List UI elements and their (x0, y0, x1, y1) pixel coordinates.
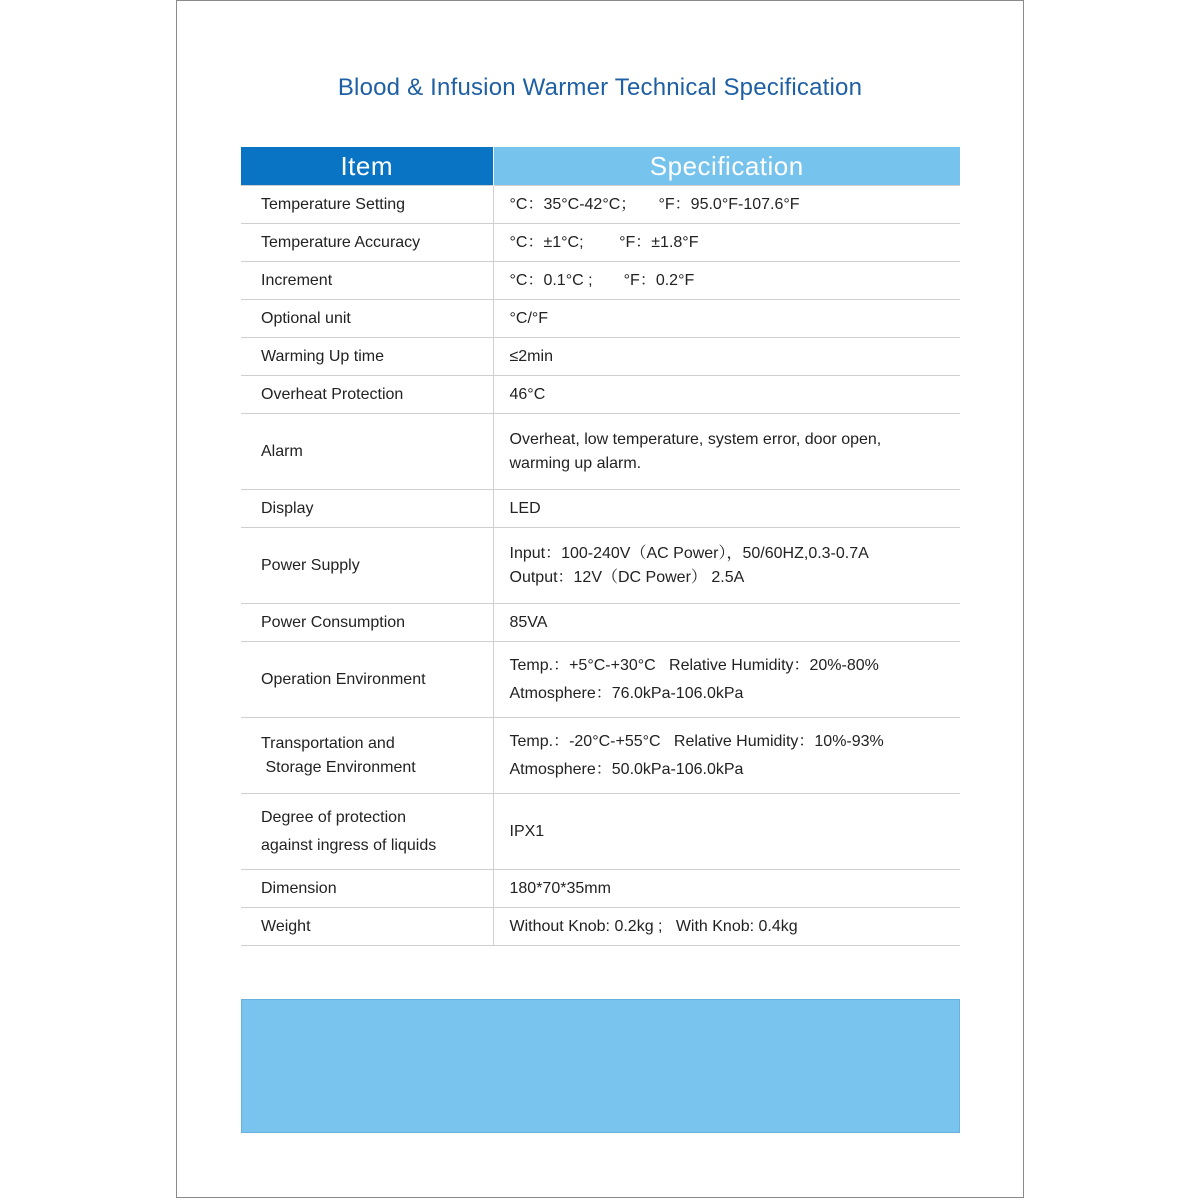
spec-value: Temp.：+5°C-+30°C Relative Humidity：20%-80% (509, 656, 879, 674)
item-label: Display (261, 499, 314, 517)
column-header-item: Item (241, 147, 493, 186)
spec-value: LED (509, 499, 541, 517)
item-label: Temperature Accuracy (261, 233, 421, 251)
table-row (241, 528, 960, 604)
spec-value: Atmosphere：50.0kPa-106.0kPa (509, 760, 744, 778)
spec-cell (493, 376, 960, 414)
table-row (241, 300, 960, 338)
item-label: Degree of protection (261, 808, 406, 826)
item-label: Power Supply (261, 556, 360, 574)
item-cell (241, 642, 493, 718)
spec-cell (493, 338, 960, 376)
item-cell (241, 528, 493, 604)
table-row (241, 490, 960, 528)
spec-cell (493, 870, 960, 908)
item-label: Temperature Setting (261, 195, 406, 213)
item-cell (241, 414, 493, 490)
spec-value: Temp.：-20°C-+55°C Relative Humidity：10%-93% (509, 732, 884, 750)
item-cell (241, 604, 493, 642)
spec-cell (493, 908, 960, 946)
item-cell (241, 224, 493, 262)
spec-cell (493, 300, 960, 338)
item-label: Optional unit (261, 309, 351, 327)
table-row (241, 414, 960, 490)
table-row (241, 908, 960, 946)
table-row (241, 224, 960, 262)
spec-value: 46°C (509, 385, 546, 403)
item-label: Weight (261, 917, 311, 935)
item-cell (241, 300, 493, 338)
item-label: Warming Up time (261, 347, 384, 365)
item-label: Dimension (261, 879, 337, 897)
column-header-specification: Specification (493, 147, 960, 186)
table-row (241, 870, 960, 908)
spec-cell (493, 642, 960, 718)
spec-value: °C：35°C-42°C； °F：95.0°F-107.6°F (509, 195, 800, 213)
spec-value: Input：100-240V（AC Power），50/60HZ,0.3-0.7A (509, 544, 869, 562)
table-row (241, 262, 960, 300)
item-cell (241, 262, 493, 300)
spec-value: Output：12V（DC Power） 2.5A (509, 568, 745, 586)
spec-value: 85VA (509, 613, 548, 631)
spec-cell (493, 186, 960, 224)
spec-value: 180*70*35mm (509, 879, 611, 897)
spec-value: °C：±1°C; °F：±1.8°F (509, 233, 699, 251)
spec-value: °C：0.1°C ; °F：0.2°F (509, 271, 695, 289)
item-label: Overheat Protection (261, 385, 404, 403)
table-row (241, 794, 960, 870)
item-cell (241, 870, 493, 908)
item-cell (241, 490, 493, 528)
item-cell (241, 718, 493, 794)
table-row (241, 604, 960, 642)
item-label: Alarm (261, 442, 303, 460)
table-row (241, 186, 960, 224)
table-row (241, 718, 960, 794)
spec-value: °C/°F (509, 309, 549, 327)
spec-value: Without Knob: 0.2kg ; With Knob: 0.4kg (509, 917, 798, 935)
spec-cell (493, 794, 960, 870)
item-cell (241, 376, 493, 414)
spec-value: ≤2min (509, 347, 553, 365)
item-cell (241, 338, 493, 376)
item-cell (241, 794, 493, 870)
page-title: Blood & Infusion Warmer Technical Specification (337, 74, 863, 101)
spec-cell (493, 604, 960, 642)
item-cell (241, 186, 493, 224)
spec-cell (493, 262, 960, 300)
spec-value: IPX1 (509, 822, 545, 840)
item-cell (241, 908, 493, 946)
spec-value: Atmosphere：76.0kPa-106.0kPa (509, 684, 744, 702)
spec-cell (493, 224, 960, 262)
table-row (241, 376, 960, 414)
table-header-row (241, 147, 960, 186)
item-label: against ingress of liquids (261, 836, 437, 854)
spec-cell (493, 414, 960, 490)
spec-cell (493, 528, 960, 604)
spec-value: warming up alarm. (509, 454, 642, 472)
spec-cell (493, 718, 960, 794)
spec-value: Overheat, low temperature, system error, door open, (509, 430, 882, 448)
footer-color-band (241, 999, 960, 1133)
item-label: Increment (261, 271, 333, 289)
table-row (241, 338, 960, 376)
item-label: Storage Environment (261, 758, 416, 776)
item-label: Transportation and (261, 734, 395, 752)
item-label: Power Consumption (261, 613, 406, 631)
table-row (241, 642, 960, 718)
specification-table (241, 147, 960, 946)
item-label: Operation Environment (261, 670, 426, 688)
spec-cell (493, 490, 960, 528)
